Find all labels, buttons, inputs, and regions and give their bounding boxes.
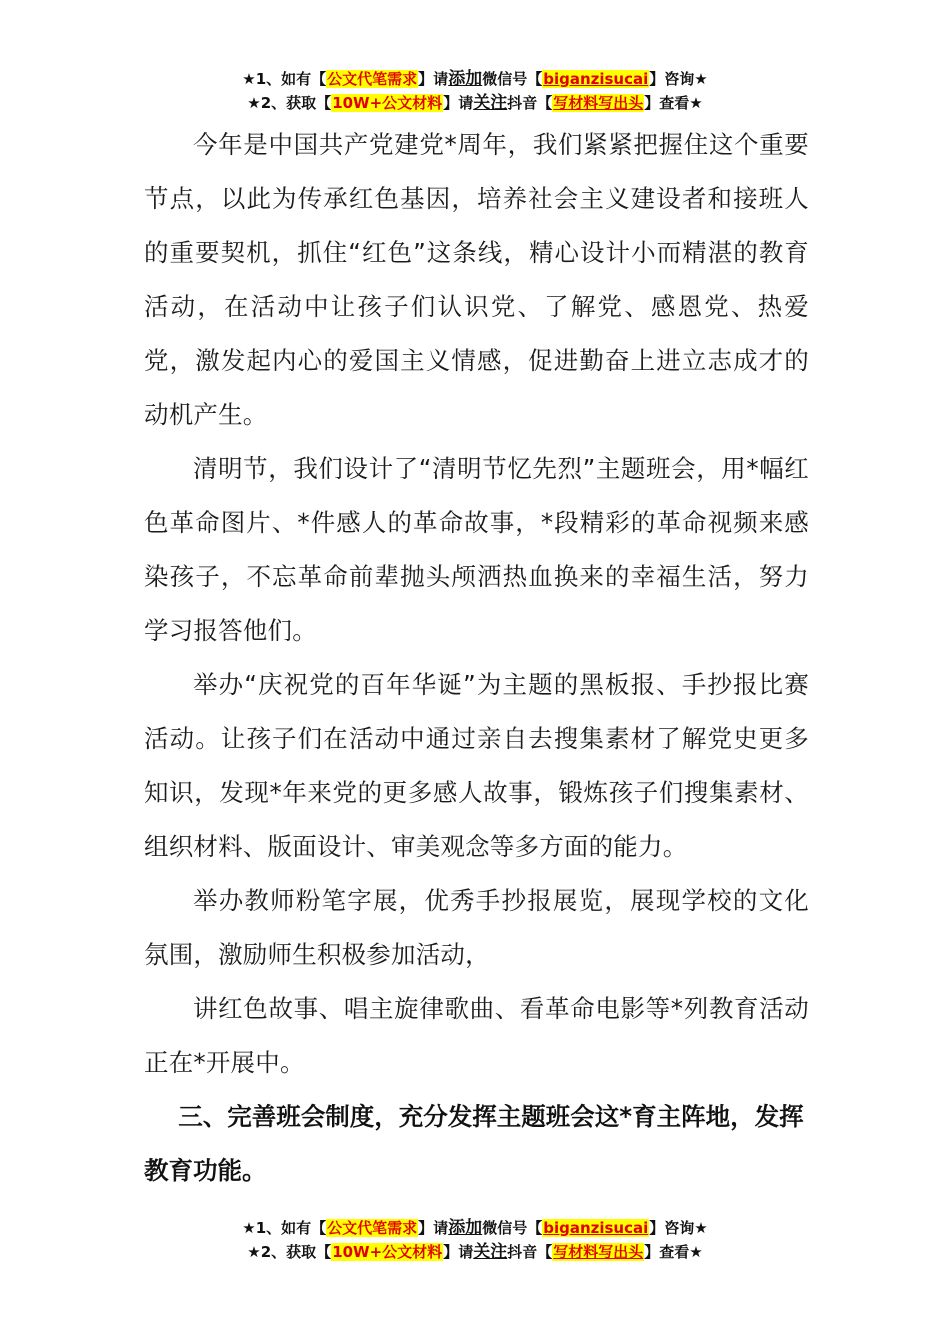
banner-text: ★2、获取【 — [247, 94, 332, 112]
banner-emphasis: 添加 — [448, 69, 483, 89]
banner-text: 】请 — [418, 70, 449, 88]
banner-text: 微信号【 — [482, 70, 543, 88]
banner-line-1 — [0, 1216, 950, 1240]
banner-text: 】咨询★ — [649, 70, 708, 88]
banner-line-2 — [0, 1240, 950, 1264]
banner-text: 】查看★ — [644, 1243, 703, 1261]
banner-text: 】咨询★ — [649, 1219, 708, 1237]
paragraph: 讲红色故事、唱主旋律歌曲、看革命电影等*列教育活动正在*开展中。 — [144, 994, 809, 1077]
highlight-materials: 10W+公文材料 — [332, 1243, 443, 1261]
banner-text: ★1、如有【 — [242, 1219, 327, 1237]
highlight-materials: 10W+公文材料 — [332, 94, 443, 112]
banner-emphasis: 关注 — [473, 1242, 508, 1262]
highlight-douyin-account: 写材料写出头 — [553, 94, 644, 112]
banner-text: 抖音【 — [507, 1243, 553, 1261]
banner-text: 】查看★ — [644, 94, 703, 112]
banner-text: 】请 — [418, 1219, 449, 1237]
banner-text: 抖音【 — [507, 94, 553, 112]
paragraph: 举办教师粉笔字展，优秀手抄报展览，展现学校的文化氛围，激励师生积极参加活动， — [144, 886, 809, 969]
highlight-service: 公文代笔需求 — [327, 70, 418, 88]
banner-line-1 — [0, 67, 950, 91]
banner-text: ★1、如有【 — [242, 70, 327, 88]
header-banner — [0, 67, 950, 115]
banner-text: 微信号【 — [482, 1219, 543, 1237]
paragraph: 举办“庆祝党的百年华诞”为主题的黑板报、手抄报比赛活动。让孩子们在活动中通过亲自去搜集素材了解党史更多知识，发现*年来党的更多感人故事，锻炼孩子们搜集素材、组织材料、版面设计、审美观念等多方面的能力。 — [144, 670, 809, 861]
banner-emphasis: 添加 — [448, 1218, 483, 1238]
banner-text: 】请 — [443, 94, 474, 112]
highlight-service: 公文代笔需求 — [327, 1219, 418, 1237]
document-body — [144, 118, 809, 1198]
paragraph: 清明节，我们设计了“清明节忆先烈”主题班会，用*幅红色革命图片、*件感人的革命故事，*段精彩的革命视频来感染孩子，不忘革命前辈抛头颅洒热血换来的幸福生活，努力学习报答他们。 — [144, 454, 809, 645]
footer-banner — [0, 1216, 950, 1264]
highlight-douyin-account: 写材料写出头 — [553, 1243, 644, 1261]
section-heading: 三、完善班会制度，充分发挥主题班会这*育主阵地，发挥教育功能。 — [144, 1102, 804, 1185]
paragraph: 今年是中国共产党建党*周年，我们紧紧把握住这个重要节点，以此为传承红色基因，培养社会主义建设者和接班人的重要契机，抓住“红色”这条线，精心设计小而精湛的教育活动，在活动中让孩子们认识党、了解党、感恩党、热爱党，激发起内心的爱国主义情感，促进勤奋上进立志成才的动机产生。 — [144, 130, 809, 429]
banner-line-2 — [0, 91, 950, 115]
highlight-wechat-id: biganzisucai — [543, 70, 649, 88]
banner-text: 】请 — [443, 1243, 474, 1261]
highlight-wechat-id: biganzisucai — [543, 1219, 649, 1237]
banner-emphasis: 关注 — [473, 93, 508, 113]
banner-text: ★2、获取【 — [247, 1243, 332, 1261]
